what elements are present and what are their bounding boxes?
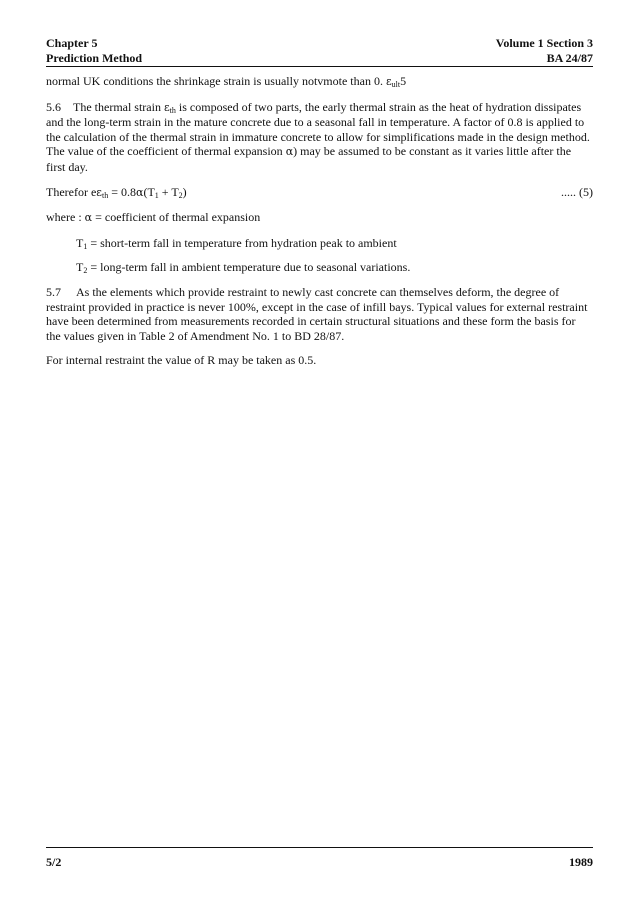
p1-text: normal UK conditions the shrinkage strain is usually notvmote than 0. <box>46 74 386 88</box>
section-number-5-6: 5.6 <box>46 99 61 114</box>
t1-subscript: 1 <box>83 241 88 251</box>
t2-text: = long-term fall in ambient temperature due to seasonal variations. <box>87 260 411 275</box>
eq-subscript: th <box>102 190 109 200</box>
t1-text: = short-term fall in temperature from hydration peak to ambient <box>87 235 397 250</box>
paragraph-5-7 <box>46 285 593 343</box>
p2-alpha: α <box>285 145 294 159</box>
p4-text: For internal restraint the value of R may be taken as 0.5. <box>46 353 317 368</box>
t1-label: T <box>76 235 84 250</box>
t2-subscript: 2 <box>83 266 88 276</box>
eq-close: ) <box>182 184 187 199</box>
footer-rule <box>46 847 593 848</box>
where-prefix: where : <box>46 210 85 225</box>
p2-subscript: th <box>169 105 176 115</box>
p1-subscript: ult <box>391 80 401 89</box>
page-header <box>46 36 593 66</box>
eq-prefix: Therefor e <box>46 184 97 199</box>
footer-year: 1989 <box>569 855 593 869</box>
p2-text-b: is composed of two parts, the early thermal strain as the heat of hydration dissipates and the long-term strain in the mature concrete due to a seasonal fall in temperature. A factor of 0.8 is applied to the calculation of the thermal strain in immature concrete to allow for simplifications made in the design method. The value of the coefficient of thermal expansion <box>46 99 590 159</box>
p1-end: 5 <box>400 74 407 88</box>
eq-t2-subscript: 2 <box>178 190 183 200</box>
chapter-label: Chapter 5 <box>46 36 98 50</box>
section-number-5-7: 5.7 <box>46 284 61 299</box>
header-right <box>496 36 593 66</box>
volume-label: Volume 1 Section 3 <box>495 36 593 50</box>
eq-factor: = 0.8 <box>108 184 137 199</box>
paragraph-internal-restraint <box>46 353 593 368</box>
where-alpha: α <box>84 211 93 225</box>
eq-t1-subscript: 1 <box>154 190 159 200</box>
header-left <box>46 36 142 66</box>
page-number: 5/2 <box>46 855 62 869</box>
p2-epsilon: ε <box>163 100 170 114</box>
eq-alpha: α <box>136 185 144 199</box>
header-rule <box>46 66 593 67</box>
where-line <box>46 210 593 226</box>
method-label: Prediction Method <box>46 51 143 65</box>
eq-t1: (T <box>143 184 155 199</box>
document-body <box>46 74 593 378</box>
t2-definition <box>46 260 593 275</box>
reference-label: BA 24/87 <box>546 51 593 65</box>
equation-5 <box>46 185 593 201</box>
t2-label: T <box>76 260 84 275</box>
p2-text-a: The thermal strain <box>73 99 164 114</box>
eq-t2: + T <box>158 184 179 199</box>
p1-epsilon: ε <box>385 75 392 88</box>
paragraph-shrinkage <box>46 74 593 90</box>
t1-definition <box>46 236 593 251</box>
paragraph-5-6 <box>46 100 593 175</box>
p2-text-c: ) may be assumed to be constant as it varies little after the first day. <box>46 144 572 174</box>
equation-number: ..... (5) <box>561 184 593 199</box>
eq-epsilon: ε <box>96 185 102 199</box>
where-definition: = coefficient of thermal expansion <box>92 210 261 225</box>
p3-text: As the elements which provide restraint to newly cast concrete can themselves deform, the degree of restraint provided in practice is never 100%, except in the case of infill bays. Typical values for external restraint have been determined from measurements recorded in certain structural situations and these form the basis for the values given in Table 2 of Amendment No. 1 to BD 28/87. <box>46 284 588 343</box>
